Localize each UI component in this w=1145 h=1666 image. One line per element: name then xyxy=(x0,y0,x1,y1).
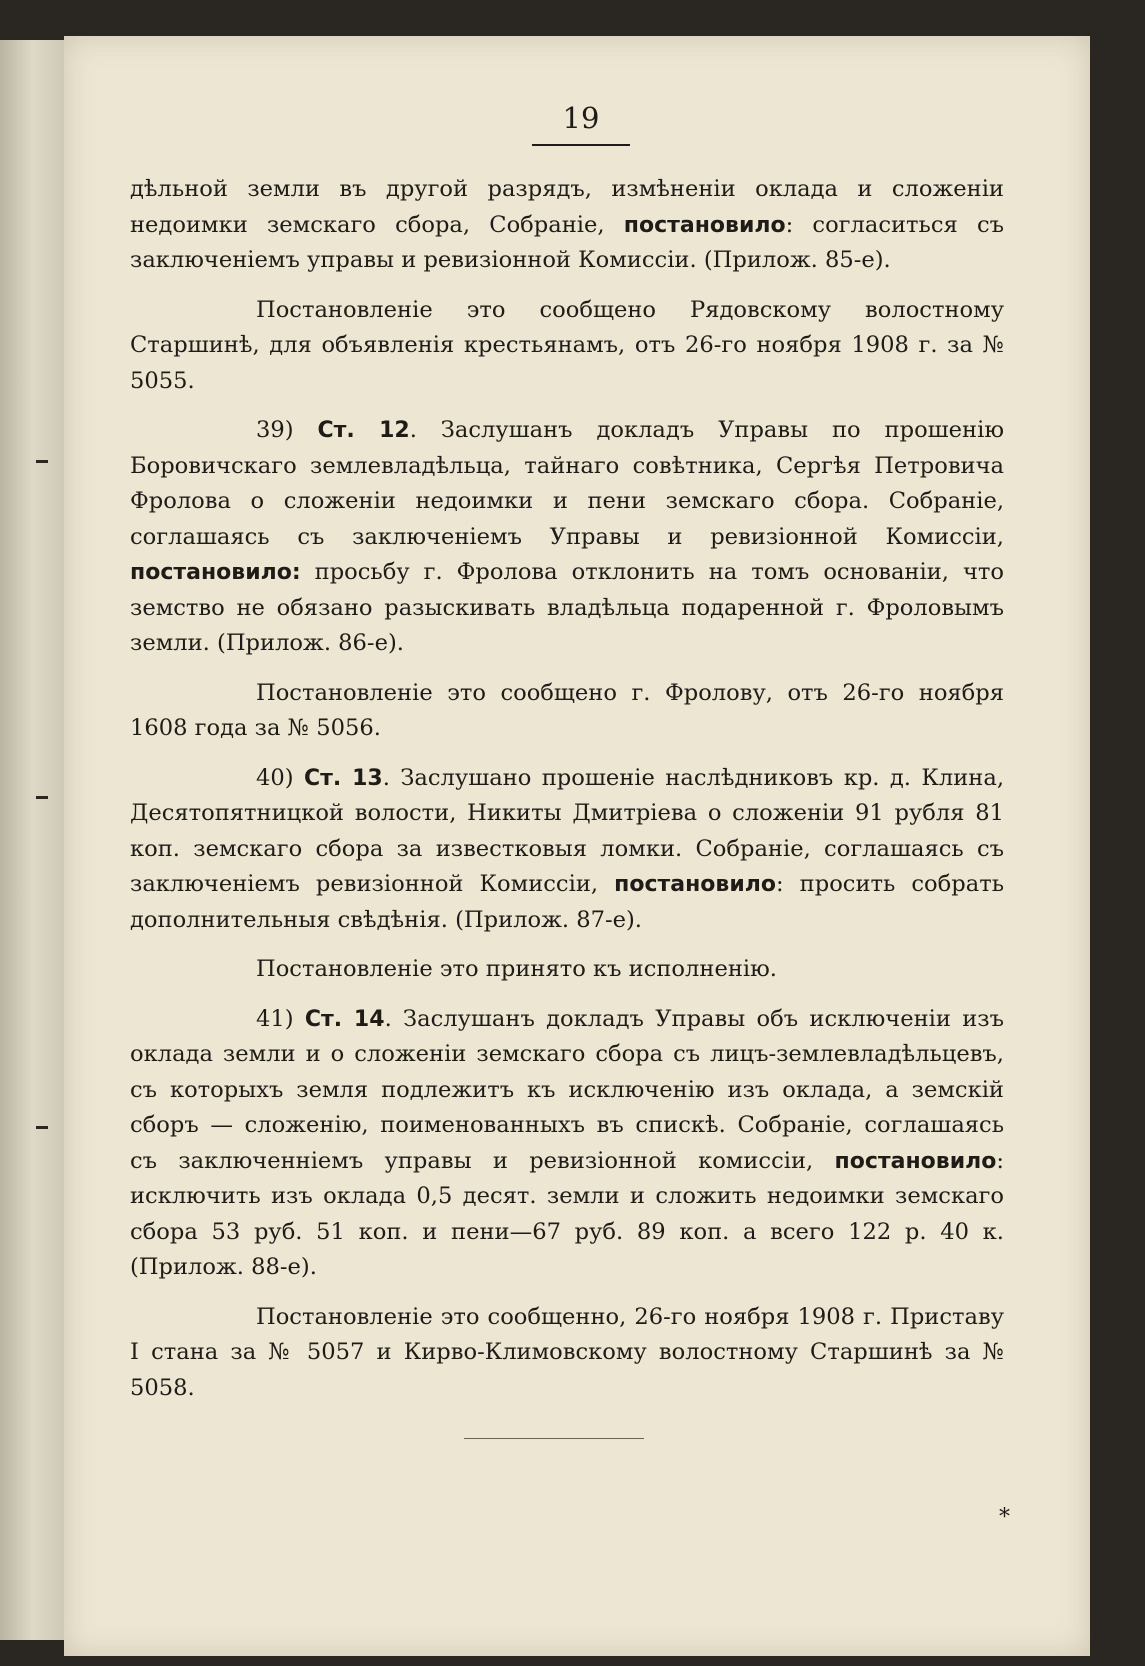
text-run: . Заслушанъ докладъ Управы по прошенію Боровичскаго землевладѣльца, тайнаго совѣтника, Сергѣя Петровича Фролова о сложеніи недоимки и пени земскаго сбора. Собраніе, соглашаясь съ заключеніемъ Управы и ревизіонной Комиссіи, xyxy=(130,417,1005,550)
paragraph xyxy=(130,952,1004,988)
bold-phrase: Ст. 14 xyxy=(304,1006,385,1032)
paragraph xyxy=(130,293,1004,400)
footer-asterisk: * xyxy=(999,1505,1010,1530)
page-number-rule xyxy=(532,144,630,146)
paragraph xyxy=(130,413,1004,662)
body-text xyxy=(130,172,1004,1420)
binding-mark xyxy=(36,1126,48,1129)
bold-phrase: постановило xyxy=(623,212,786,238)
text-run: : согласиться съ заключеніемъ управы и ревизіонной Комиссіи. (Прилож. 85-е). xyxy=(130,211,1004,273)
bold-phrase: Ст. 12 xyxy=(317,418,410,443)
text-run: . Заслушано прошеніе наслѣдниковъ кр. д. Клина, Десятопятницкой волости, Никиты Дмитріева о сложеніи 91 рубля 81 коп. земскаго сбора за известковыя ломки. Собраніе, соглашаясь съ заключеніемъ ревизіонной Комиссіи, xyxy=(130,764,1005,897)
binding-mark xyxy=(36,796,48,799)
text-run: Постановленіе это сообщено Рядовскому волостному Старшинѣ, для объявленія крестьянамъ, отъ 26-го ноября 1908 г. за № 5055. xyxy=(130,296,1004,394)
text-run: дѣльной земли въ другой разрядъ, измѣненіи оклада и сложеніи недоимки земскаго сбора, Собраніе, xyxy=(130,176,1004,238)
text-run: Постановленіе это принято къ исполненію. xyxy=(256,956,777,982)
binding-mark xyxy=(36,460,48,463)
bold-phrase: постановило: xyxy=(130,560,301,585)
text-run: просьбу г. Фролова отклонить на томъ основаніи, что земство не обязано разыскивать владѣльца подаренной г. Фроловымъ земли. (Прилож. 86-е). xyxy=(130,559,1004,656)
text-run: 40) xyxy=(256,764,304,791)
text-run: 41) xyxy=(256,1005,305,1032)
bold-phrase: Ст. 13 xyxy=(303,765,383,791)
page-number: 19 xyxy=(562,101,600,135)
bold-phrase: постановило xyxy=(614,872,776,897)
section-rule xyxy=(464,1438,644,1439)
text-run: : просить собрать дополнительныя свѣдѣнія. (Прилож. 87-е). xyxy=(130,871,1004,933)
text-run: 39) xyxy=(256,417,318,443)
bold-phrase: постановило xyxy=(834,1148,997,1174)
paragraph xyxy=(130,1300,1004,1407)
text-run: . Заслушанъ докладъ Управы объ исключеніи изъ оклада земли и о сложеніи земскаго сбора съ лицъ-землевладѣльцевъ, съ которыхъ земля подлежитъ къ исключенію изъ оклада, а земскій сборъ — сложенію, поименованныхъ въ спискѣ. Собраніе, соглашаясь съ заключенніемъ управы и ревизіонной комиссіи, xyxy=(130,1005,1005,1174)
paragraph xyxy=(130,172,1004,279)
paragraph xyxy=(130,761,1004,939)
document-page xyxy=(64,36,1090,1656)
paragraph xyxy=(130,1002,1004,1286)
text-run: Постановленіе это сообщено г. Фролову, отъ 26-го ноября 1608 года за № 5056. xyxy=(130,679,1004,741)
paragraph xyxy=(130,676,1004,747)
book-binding-edge xyxy=(0,40,64,1640)
text-run: Постановленіе это сообщенно, 26-го ноября 1908 г. Приставу I стана за № 5057 и Кирво-Климовскому волостному Старшинѣ за № 5058. xyxy=(130,1303,1004,1401)
text-run: : исключить изъ оклада 0,5 десят. земли и сложить недоимки земскаго сбора 53 руб. 51 коп. и пени—67 руб. 89 коп. а всего 122 р. 40 к. (Прилож. 88-е). xyxy=(130,1147,1004,1280)
